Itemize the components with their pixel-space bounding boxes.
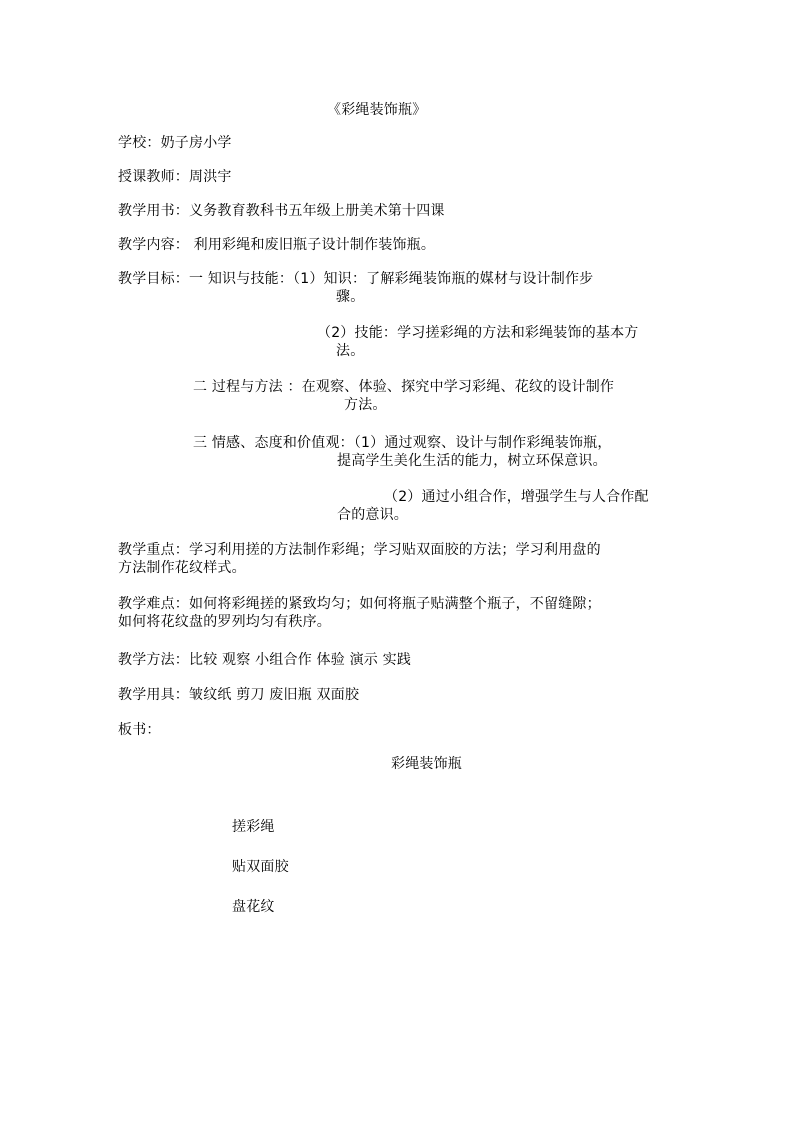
key-points-line2: 方法制作花纹样式。 <box>118 560 246 576</box>
methods-line: 教学方法：比较 观察 小组合作 体验 演示 实践 <box>118 652 412 668</box>
objective-skill: （2）技能：学习搓彩绳的方法和彩绳装饰的基本方 <box>317 325 639 341</box>
board-item: 搓彩绳 <box>232 819 275 835</box>
difficulties-line2: 如何将花纹盘的罗列均匀有秩序。 <box>118 614 331 630</box>
objective-emotion-cont: 提高学生美化生活的能力，树立环保意识。 <box>337 453 607 469</box>
textbook-line: 教学用书：义务教育教科书五年级上册美术第十四课 <box>118 203 445 219</box>
board-label: 板书： <box>118 722 161 738</box>
objective-process-cont: 方法。 <box>344 397 387 413</box>
board-item: 盘花纹 <box>232 899 275 915</box>
board-title: 彩绳装饰瓶 <box>391 756 462 772</box>
difficulties-line1: 教学难点：如何将彩绳搓的紧致均匀；如何将瓶子贴满整个瓶子，不留缝隙； <box>118 596 601 612</box>
tools-line: 教学用具：皱纹纸 剪刀 废旧瓶 双面胶 <box>118 687 360 703</box>
objective-cooperation: （2）通过小组合作，增强学生与人合作配 <box>384 489 649 505</box>
document-title: 《彩绳装饰瓶》 <box>327 102 427 118</box>
objective-process: 二 过程与方法 ：在观察、体验、探究中学习彩绳、花纹的设计制作 <box>193 379 615 395</box>
objective-skill-cont: 法。 <box>336 343 365 359</box>
board-item: 贴双面胶 <box>232 859 289 875</box>
teacher-line: 授课教师：周洪宇 <box>118 169 232 185</box>
objective-cooperation-cont: 合的意识。 <box>337 507 408 523</box>
content-line: 教学内容： 利用彩绳和废旧瓶子设计制作装饰瓶。 <box>118 237 436 253</box>
objective-knowledge: 教学目标：一 知识与技能：（1）知识：了解彩绳装饰瓶的媒材与设计制作步 <box>118 271 594 287</box>
school-line: 学校：奶子房小学 <box>118 135 232 151</box>
objective-knowledge-cont: 骤。 <box>336 289 365 305</box>
key-points-line1: 教学重点：学习利用搓的方法制作彩绳；学习贴双面胶的方法；学习利用盘的 <box>118 542 601 558</box>
objective-emotion: 三 情感、态度和价值观：（1）通过观察、设计与制作彩绳装饰瓶， <box>193 435 612 451</box>
